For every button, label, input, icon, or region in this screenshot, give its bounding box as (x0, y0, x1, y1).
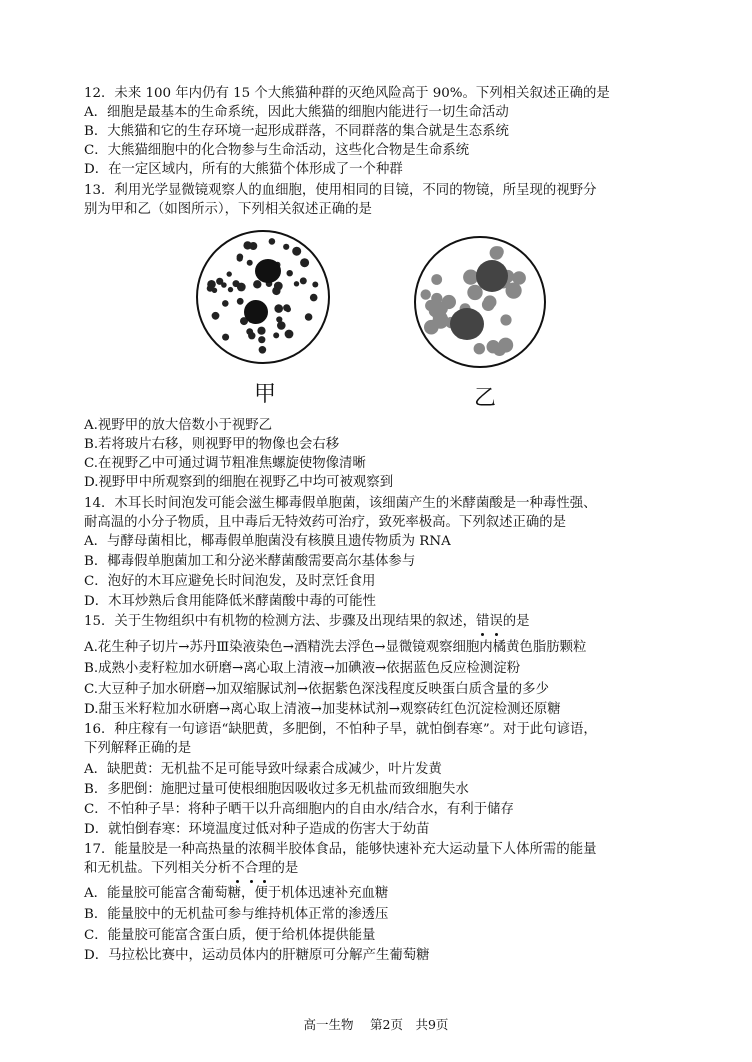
blood-cell (222, 334, 229, 341)
q17-stem-text: 和无机盐。下列相关分析 (84, 861, 232, 876)
q13-option-c: C.在视野乙中可通过调节粗准焦螺旋使物像清晰 (84, 456, 366, 471)
blood-cell (277, 321, 286, 330)
blood-cell (300, 258, 309, 267)
blood-cell (283, 304, 290, 311)
blood-cell (294, 281, 299, 286)
q15-stem-tail: 的是 (502, 614, 530, 629)
blood-cell (274, 304, 283, 313)
q17-option-d: D．马拉松比赛中，运动员体内的肝糖原可分解产生葡萄糖 (84, 948, 430, 963)
blood-cell (431, 293, 442, 304)
blood-cell (221, 282, 227, 288)
q15-stem-text: 15．关于生物组织中有机物的检测方法、步骤及出现结果的叙述， (84, 614, 476, 629)
blood-cell (292, 247, 301, 256)
q13-option-b: B.若将玻片右移，则视野甲的物像也会右移 (84, 437, 340, 452)
q13-option-a: A.视野甲的放大倍数小于视野乙 (84, 418, 273, 433)
q17-option-a: A．能量胶可能富含葡萄糖，便于机体迅速补充血糖 (84, 886, 389, 901)
blood-cell (287, 270, 293, 276)
microscope-field-jia (194, 228, 332, 366)
blood-cell (285, 330, 294, 339)
figure-label-jia: 甲 (254, 382, 277, 407)
blood-cell (237, 256, 243, 262)
emphasis-char: 误 (489, 614, 503, 629)
q13-stem-line1: 13．利用光学显微镜观察人的血细胞，使用相同的目镜，不同的物镜，所呈现的视野分 (84, 183, 597, 198)
blood-cell (498, 338, 513, 353)
page-footer: 高一生物 第2页 共9页 (303, 1017, 449, 1032)
blood-cell (490, 246, 504, 260)
q16-option-a: A．缺肥黄：无机盐不足可能导致叶绿素合成减少，叶片发黄 (84, 762, 442, 777)
q13-option-d: D.视野甲中所观察到的细胞在视野乙中均可被观察到 (84, 475, 394, 490)
blood-cell (207, 285, 214, 292)
q14-option-b: B．椰毒假单胞菌加工和分泌米酵菌酸需要高尔基体参与 (84, 554, 416, 569)
blood-cell (300, 277, 307, 284)
q14-option-a: A．与酵母菌相比，椰毒假单胞菌没有核膜且遗传物质为 RNA (84, 534, 451, 549)
blood-cell (442, 295, 456, 309)
blood-cell (431, 274, 442, 285)
blood-cell (421, 289, 431, 299)
q15-option-a: A.花生种子切片→苏丹Ⅲ染液染色→酒精洗去浮色→显微镜观察细胞内橘黄色脂肪颗粒 (84, 640, 587, 655)
blood-cell (273, 332, 279, 338)
q16-option-d: D．就怕倒春寒：环境温度过低对种子造成的伤害大于幼苗 (84, 822, 430, 837)
blood-cell (237, 283, 246, 292)
q15-stem (84, 612, 684, 631)
emphasis-char: 不 (231, 861, 245, 876)
emphasis-char: 错 (475, 614, 490, 629)
q16-stem-line2: 下列解释正确的是 (84, 741, 192, 756)
blood-cell (227, 271, 232, 276)
blood-cell (463, 270, 478, 285)
blood-cell (257, 327, 265, 335)
q17-stem-line1: 17．能量胶是一种高热量的浓稠半胶体食品，能够快速补充大运动量下人体所需的能量 (84, 842, 597, 857)
blood-cell (253, 280, 261, 288)
microscope-field-yi (412, 234, 548, 370)
blood-cell (312, 282, 318, 288)
blood-cell (248, 332, 255, 339)
q14-option-d: D．木耳炒熟后食用能降低米酵菌酸中毒的可能性 (84, 594, 376, 609)
q16-option-b: B．多肥倒：施肥过量可使根细胞因吸收过多无机盐而致细胞失水 (84, 782, 469, 797)
q15-option-c: C.大豆种子加水研磨→加双缩脲试剂→依据紫色深浅程度反映蛋白质含量的多少 (84, 682, 549, 697)
q17-option-b: B．能量胶中的无机盐可参与维持机体正常的渗透压 (84, 907, 389, 922)
blood-cell (433, 313, 449, 329)
q12-option-b: B．大熊猫和它的生存环境一起形成群落，不同群落的集合就是生态系统 (84, 124, 509, 139)
figure-label-yi: 乙 (474, 386, 497, 411)
q15-option-d: D.甜玉米籽粒加水研磨→离心取上清液→加斐林试剂→观察砖红色沉淀检测还原糖 (84, 702, 561, 717)
blood-cell (500, 314, 511, 325)
blood-cell (487, 340, 500, 353)
blood-cell (274, 282, 283, 291)
blood-cell (243, 241, 251, 249)
blood-cell (212, 312, 220, 320)
q13-stem-line2: 别为甲和乙（如图所示），下列相关叙述正确的是 (84, 202, 372, 217)
blood-cell (483, 295, 496, 308)
q14-option-c: C．泡好的木耳应避免长时间泡发，及时烹饪食用 (84, 574, 376, 589)
q16-option-c: C．不怕种子旱：将种子晒干以升高细胞内的自由水/结合水，有利于储存 (84, 802, 514, 817)
q17-stem-tail: 的是 (271, 861, 299, 876)
q12-option-c: C．大熊猫细胞中的化合物参与生命活动，这些化合物是生命系统 (84, 143, 470, 158)
blood-cell (269, 238, 276, 245)
emphasis-char: 合 (244, 861, 259, 876)
blood-cell (467, 285, 482, 300)
blood-cell (258, 336, 265, 343)
blood-cell (283, 244, 289, 250)
blood-cell (474, 343, 485, 354)
blood-cell (222, 300, 229, 307)
q14-stem-line2: 耐高温的小分子物质，且中毒后无特效药可治疗，致死率极高。下列叙述正确的是 (84, 515, 567, 530)
q14-stem-line1: 14．木耳长时间泡发可能会滋生椰毒假单胞菌，该细菌产生的米酵菌酸是一种毒性强、 (84, 496, 597, 511)
blood-cell (228, 287, 233, 292)
q16-stem-line1: 16．种庄稼有一句谚语“缺肥黄，多肥倒，不怕种子旱，就怕倒春寒”。对于此句谚语， (84, 722, 597, 737)
q17-stem-emphasis (231, 861, 271, 876)
q15-option-b: B.成熟小麦籽粒加水研磨→离心取上清液→加碘液→依据蓝色反应检测淀粉 (84, 661, 521, 676)
blood-cell (237, 298, 244, 305)
q12-option-d: D．在一定区域内，所有的大熊猫个体形成了一个种群 (84, 162, 403, 177)
emphasis-char: 理 (258, 861, 272, 876)
q17-stem-line2 (84, 859, 684, 878)
q17-option-c: C．能量胶可能富含蛋白质，便于给机体提供能量 (84, 928, 376, 943)
blood-cell (247, 260, 253, 266)
blood-cell (310, 294, 318, 302)
blood-cell (259, 346, 267, 354)
q15-stem-emphasis (476, 614, 503, 629)
q12-stem: 12．未来 100 年内仍有 15 个大熊猫种群的灭绝风险高于 90%。下列相关叙述正确的是 (84, 86, 610, 101)
q12-option-a: A．细胞是最基本的生命系统，因此大熊猫的细胞内能进行一切生命活动 (84, 105, 509, 120)
blood-cell (305, 313, 313, 321)
